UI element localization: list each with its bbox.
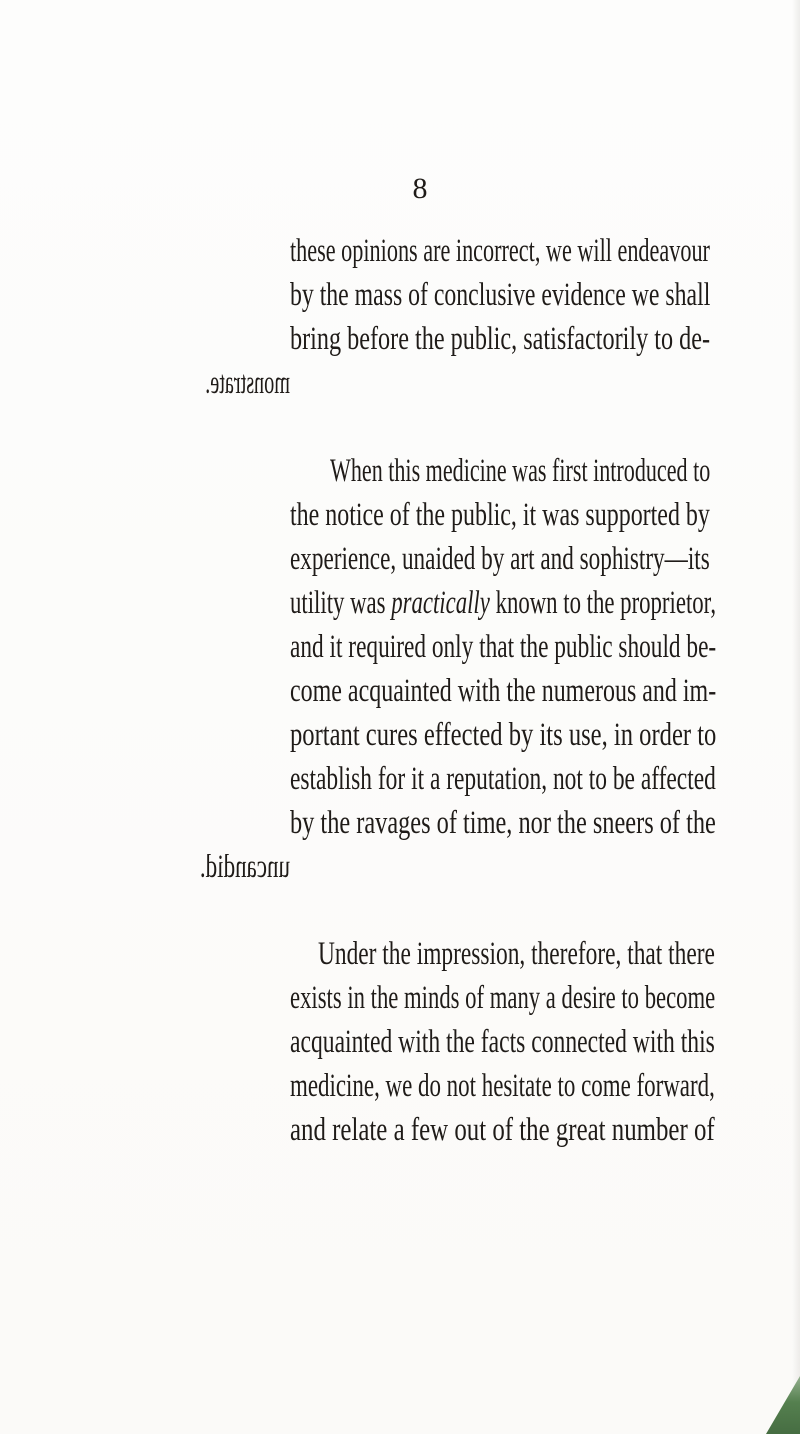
text-line-11: portant cures effected by its use, in order to — [290, 717, 717, 753]
page-edge-shadow — [792, 0, 800, 1434]
text-line-2: by the mass of conclusive evidence we shall — [290, 277, 711, 313]
text-line-4: monstrate. — [205, 365, 290, 401]
text-line-8-start: utility was — [290, 585, 392, 621]
text-line-19: and relate a few out of the great number of — [290, 1112, 715, 1148]
text-line-8 — [290, 587, 716, 620]
page-number: 8 — [412, 172, 428, 205]
text-line-17: acquainted with the facts connected with this — [290, 1024, 715, 1060]
text-line-1: these opinions are incorrect, we will endeavour — [290, 233, 710, 269]
text-line-7: experience, unaided by art and sophistry—its — [290, 541, 710, 577]
text-line-9: and it required only that the public should be- — [290, 629, 717, 665]
text-line-12: establish for it a reputation, not to be affected — [290, 761, 716, 797]
text-line-18: medicine, we do not hesitate to come forward, — [290, 1068, 715, 1104]
text-line-3: bring before the public, satisfactorily to de- — [290, 321, 711, 357]
text-line-16: exists in the minds of many a desire to become — [290, 980, 716, 1016]
text-line-8-end: known to the proprietor, — [489, 585, 717, 621]
text-line-6: the notice of the public, it was supported by — [290, 497, 710, 533]
text-line-13: by the ravages of time, nor the sneers of the — [290, 805, 716, 841]
italic-practically: practically — [391, 585, 490, 621]
text-line-15: Under the impression, therefore, that there — [318, 936, 715, 972]
text-line-5: When this medicine was first introduced to — [330, 453, 711, 489]
text-line-10: come acquainted with the numerous and im- — [290, 673, 717, 709]
text-line-14: uncandid. — [199, 849, 290, 885]
